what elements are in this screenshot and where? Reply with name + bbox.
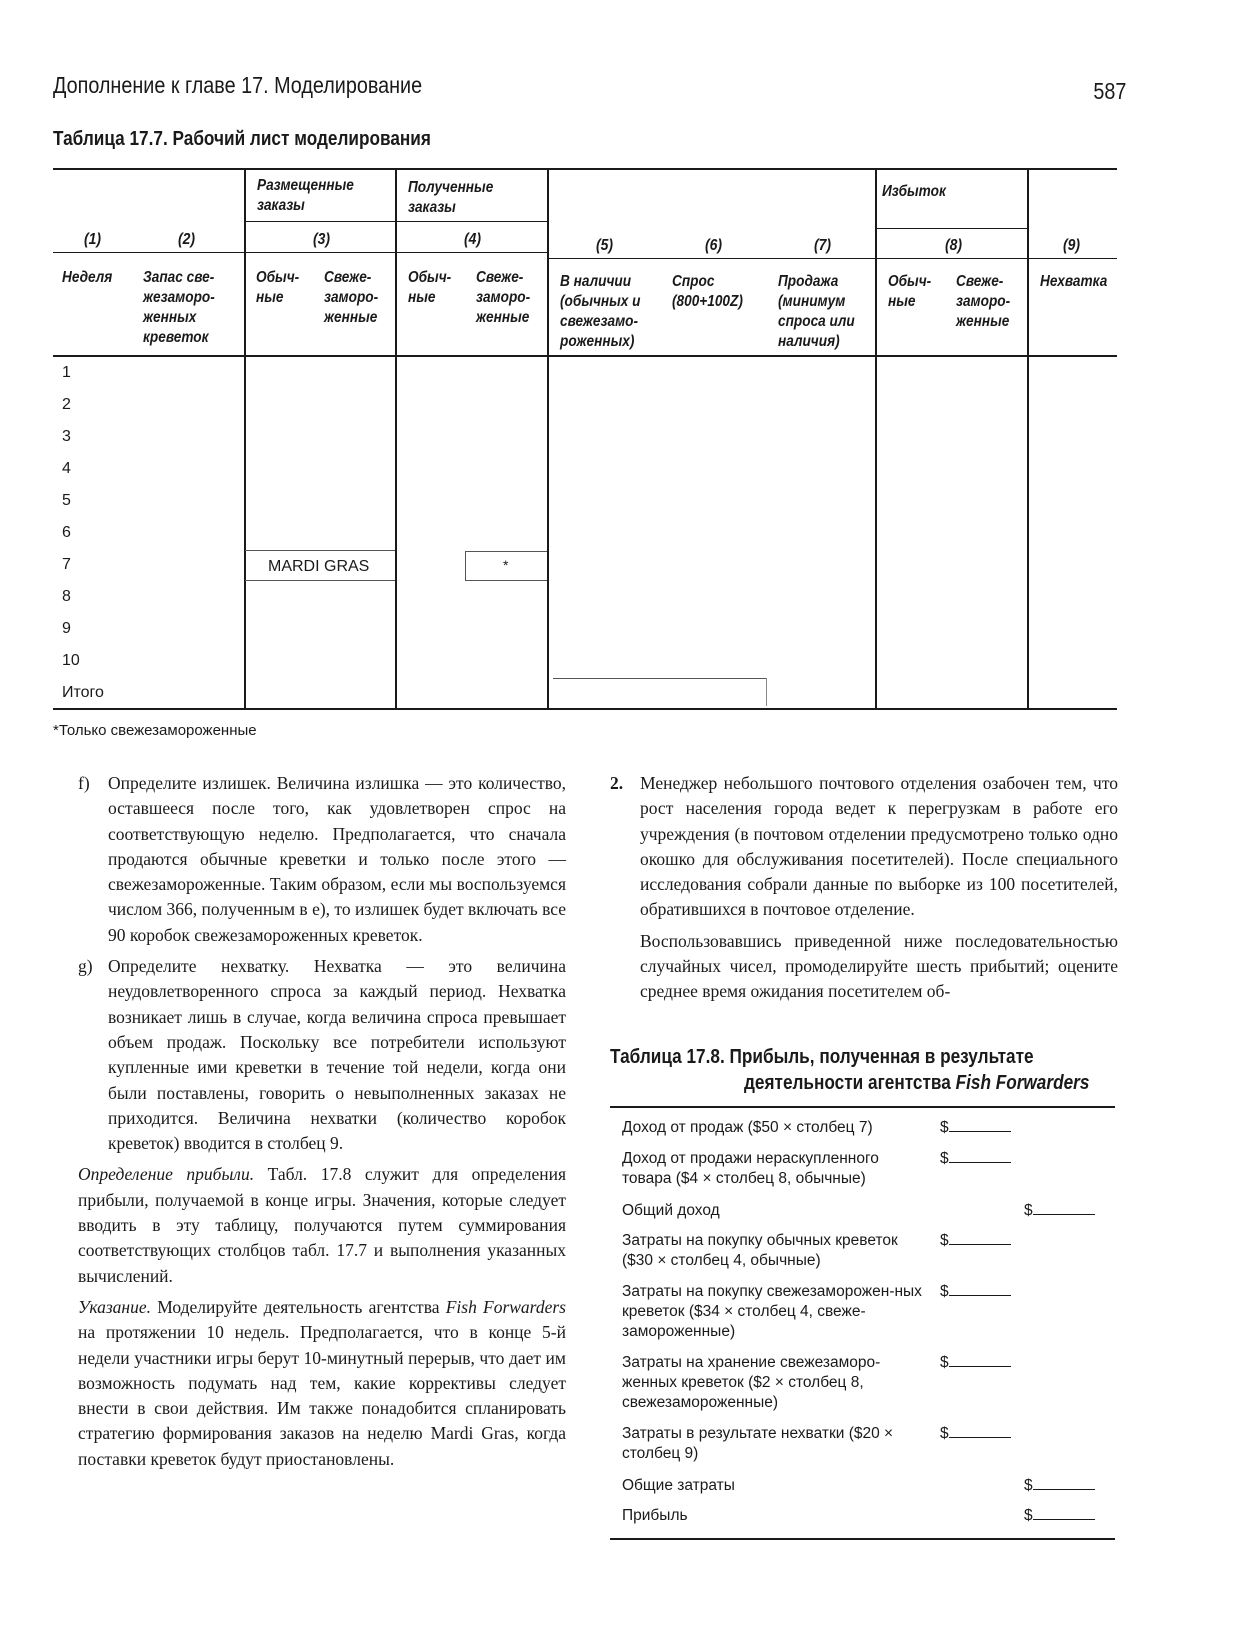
- table-17-7-caption: Таблица 17.7. Рабочий лист моделирования: [53, 128, 431, 150]
- total-box-edge: [766, 678, 767, 706]
- item-f-marker: f): [78, 773, 90, 793]
- item-2-text: Менеджер небольшого почтового отделения озабочен тем, что рост населения города ведет к перегрузкам в работе его учреждения (в почтовом отделении предусмотрено только одно окошко для обслуживания посетителей). После специального исследования собрали данные по выборке из 100 посетителей, обратившихся в почтовое отделение.: [640, 773, 1118, 920]
- right-column: [610, 771, 1118, 1005]
- hint-text-1: Моделируйте деятельность агентства: [151, 1296, 446, 1317]
- table-bottom-rule: [53, 708, 1117, 710]
- profit-row-label: Общие затраты: [622, 1477, 735, 1494]
- total-box-rule: [553, 678, 767, 679]
- table-17-8-caption-line1: Таблица 17.8. Прибыль, полученная в результате: [610, 1046, 1034, 1068]
- colnum-1: (1): [84, 231, 102, 248]
- hint-paragraph: [78, 1295, 566, 1472]
- profit-row-label: Доход от продаж ($50 × столбец 7): [622, 1119, 873, 1136]
- colnum-8: (8): [945, 237, 963, 254]
- group-rule-surplus: [875, 228, 1028, 229]
- mardi-gras-label: MARDI GRAS: [268, 558, 370, 575]
- header-received-fresh: Свеже- заморо- женные: [476, 269, 531, 326]
- colnum-rule-right: [547, 258, 1117, 259]
- header-stock: Запас све- жезаморо- женных креветок: [143, 269, 215, 346]
- header-placed-fresh: Свеже- заморо- женные: [324, 269, 379, 326]
- colnum-3: (3): [313, 231, 331, 248]
- colnum-6: (6): [705, 237, 723, 254]
- row-label-week: 5: [62, 492, 71, 509]
- item-2-marker: 2.: [610, 773, 624, 793]
- header-surplus: Избыток: [882, 183, 946, 200]
- row-label-total: Итого: [62, 684, 104, 701]
- row-label-week: 8: [62, 588, 71, 605]
- row-label-week: 1: [62, 364, 71, 381]
- header-placed-regular: Обыч- ные: [256, 269, 300, 306]
- header-sales: Продажа (минимум спроса или наличия): [778, 273, 855, 350]
- header-week: Неделя: [62, 269, 113, 286]
- profit-lead: Определение прибыли.: [78, 1164, 255, 1185]
- row-label-week: 4: [62, 460, 71, 477]
- header-surplus-regular: Обыч- ные: [888, 273, 932, 310]
- item-g: [78, 954, 566, 1156]
- profit-text: Табл. 17.8 служит для определения прибыли, получаемой в конце игры. Значения, которые следует вводить в эту таблицу, получаются путем суммирования соответствующих столбцов табл. 17.7 и выполнения указанных вычислений.: [78, 1164, 567, 1286]
- profit-row-label: Затраты в результате нехватки ($20 × столбец 9): [622, 1425, 894, 1462]
- amount-blank[interactable]: $: [940, 1353, 1011, 1372]
- header-available: В наличии (обычных и свежезамо- роженных): [560, 273, 641, 350]
- vrule-d: [875, 168, 877, 709]
- vrule-b: [395, 168, 397, 709]
- table-footnote: *Только свежезамороженные: [53, 722, 257, 739]
- amount-blank[interactable]: $: [940, 1118, 1011, 1137]
- colnum-9: (9): [1063, 237, 1081, 254]
- left-column: [78, 771, 566, 1478]
- header-received-regular: Обыч- ные: [408, 269, 452, 306]
- colnum-2: (2): [178, 231, 196, 248]
- total-amount-blank[interactable]: $: [1024, 1476, 1095, 1495]
- vrule-c: [547, 168, 549, 709]
- profit-row-label: Затраты на покупку обычных креветок ($30 × столбец 4, обычные): [622, 1232, 898, 1269]
- row-label-week: 7: [62, 556, 71, 573]
- row-label-week: 3: [62, 428, 71, 445]
- profit-row-label: Доход от продажи нераскупленного товара ($4 × столбец 8, обычные): [622, 1150, 879, 1187]
- profit-table-bottom-rule: [610, 1538, 1115, 1540]
- item-g-text: Определите нехватку. Нехватка — это величина неудовлетворенного спроса за каждый период. Нехватка возникает лишь в случае, когда величина спроса превышает объем продаж. Поскольку все потребители используют купленные ими креветки в течение той недели, когда они были поставлены, говорить о невыполненных заказах не приходится. Величина нехватки (количество коробок креветок) вводится в столбец 9.: [108, 956, 566, 1154]
- vrule-a: [244, 168, 246, 709]
- header-received-orders: Полученные заказы: [408, 179, 494, 216]
- colnum-7: (7): [814, 237, 832, 254]
- caption-agency: Fish Forwarders: [955, 1072, 1090, 1094]
- profit-paragraph: [78, 1162, 566, 1288]
- profit-row-label: Общий доход: [622, 1202, 720, 1219]
- colnum-5: (5): [596, 237, 614, 254]
- row-label-week: 2: [62, 396, 71, 413]
- hint-text-2: на протяжении 10 недель. Предполагается, что в конце 5-й недели участники игры берут 10-минутный перерыв, что дает им возможность подумать над тем, какие коррективы следует внести в свои действия. Им также понадобится спланировать стратегию формирования заказов на неделю Mardi Gras, когда поставки креветок будут приостановлены.: [78, 1322, 566, 1469]
- amount-blank[interactable]: $: [940, 1282, 1011, 1301]
- header-demand: Спрос (800+100Z): [672, 273, 743, 310]
- item-f: [78, 771, 566, 948]
- header-bottom-rule: [53, 355, 1117, 357]
- colnum-rule-left: [53, 252, 547, 253]
- row-label-week: 10: [62, 652, 80, 669]
- header-shortage: Нехватка: [1040, 273, 1108, 290]
- item-2: [610, 771, 1118, 923]
- profit-row-label: Затраты на покупку свежезаморожен-ных креветок ($34 × столбец 4, свеже-замороженные): [622, 1283, 922, 1340]
- profit-row-label: Затраты на хранение свежезаморо-женных креветок ($2 × столбец 8, свежезамороженные): [622, 1354, 881, 1411]
- profit-table: [610, 1106, 1115, 1546]
- page-number: 587: [1092, 78, 1126, 104]
- worksheet-table: [0, 0, 1238, 740]
- table-top-rule: [53, 168, 1117, 170]
- vrule-e: [1027, 168, 1029, 709]
- colnum-4: (4): [464, 231, 482, 248]
- profit-row-label: Прибыль: [622, 1507, 688, 1524]
- amount-blank[interactable]: $: [940, 1149, 1011, 1168]
- hint-agency: Fish Forwarders: [445, 1296, 566, 1317]
- running-head: Дополнение к главе 17. Моделирование: [53, 72, 423, 98]
- row-label-week: 9: [62, 620, 71, 637]
- mardi-gras-rule-bottom: [245, 580, 395, 581]
- header-placed-orders: Размещенные заказы: [257, 177, 354, 214]
- header-surplus-fresh: Свеже- заморо- женные: [956, 273, 1011, 330]
- item-2-continuation: Воспользовавшись приведенной ниже последовательностью случайных чисел, промоделируйте шесть прибытий; оцените среднее время ожидания посетителем об-: [640, 930, 1118, 1002]
- profit-table-top-rule: [610, 1106, 1115, 1108]
- item-g-marker: g): [78, 956, 93, 977]
- table-17-8-caption-line2: [744, 1072, 1089, 1095]
- amount-blank[interactable]: $: [940, 1424, 1011, 1443]
- item-f-text: Определите излишек. Величина излишка — это количество, оставшееся после того, как удовлетворен спрос на соответствующую неделю. Предполагается, что сначала продаются обычные креветки и только после этого — свежезамороженные. Таким образом, если мы воспользуемся числом 366, полученным в е), то излишек будет включать все 90 коробок свежезамороженных креветок.: [108, 773, 566, 945]
- hint-lead: Указание.: [78, 1296, 151, 1317]
- amount-blank[interactable]: $: [940, 1231, 1011, 1250]
- row-label-week: 6: [62, 524, 71, 541]
- profit-amount-blank[interactable]: $: [1024, 1506, 1095, 1525]
- total-amount-blank[interactable]: $: [1024, 1201, 1095, 1220]
- caption-plain: деятельности агентства: [744, 1072, 956, 1094]
- fresh-only-asterisk: *: [503, 557, 509, 573]
- mardi-gras-rule-top: [245, 550, 395, 551]
